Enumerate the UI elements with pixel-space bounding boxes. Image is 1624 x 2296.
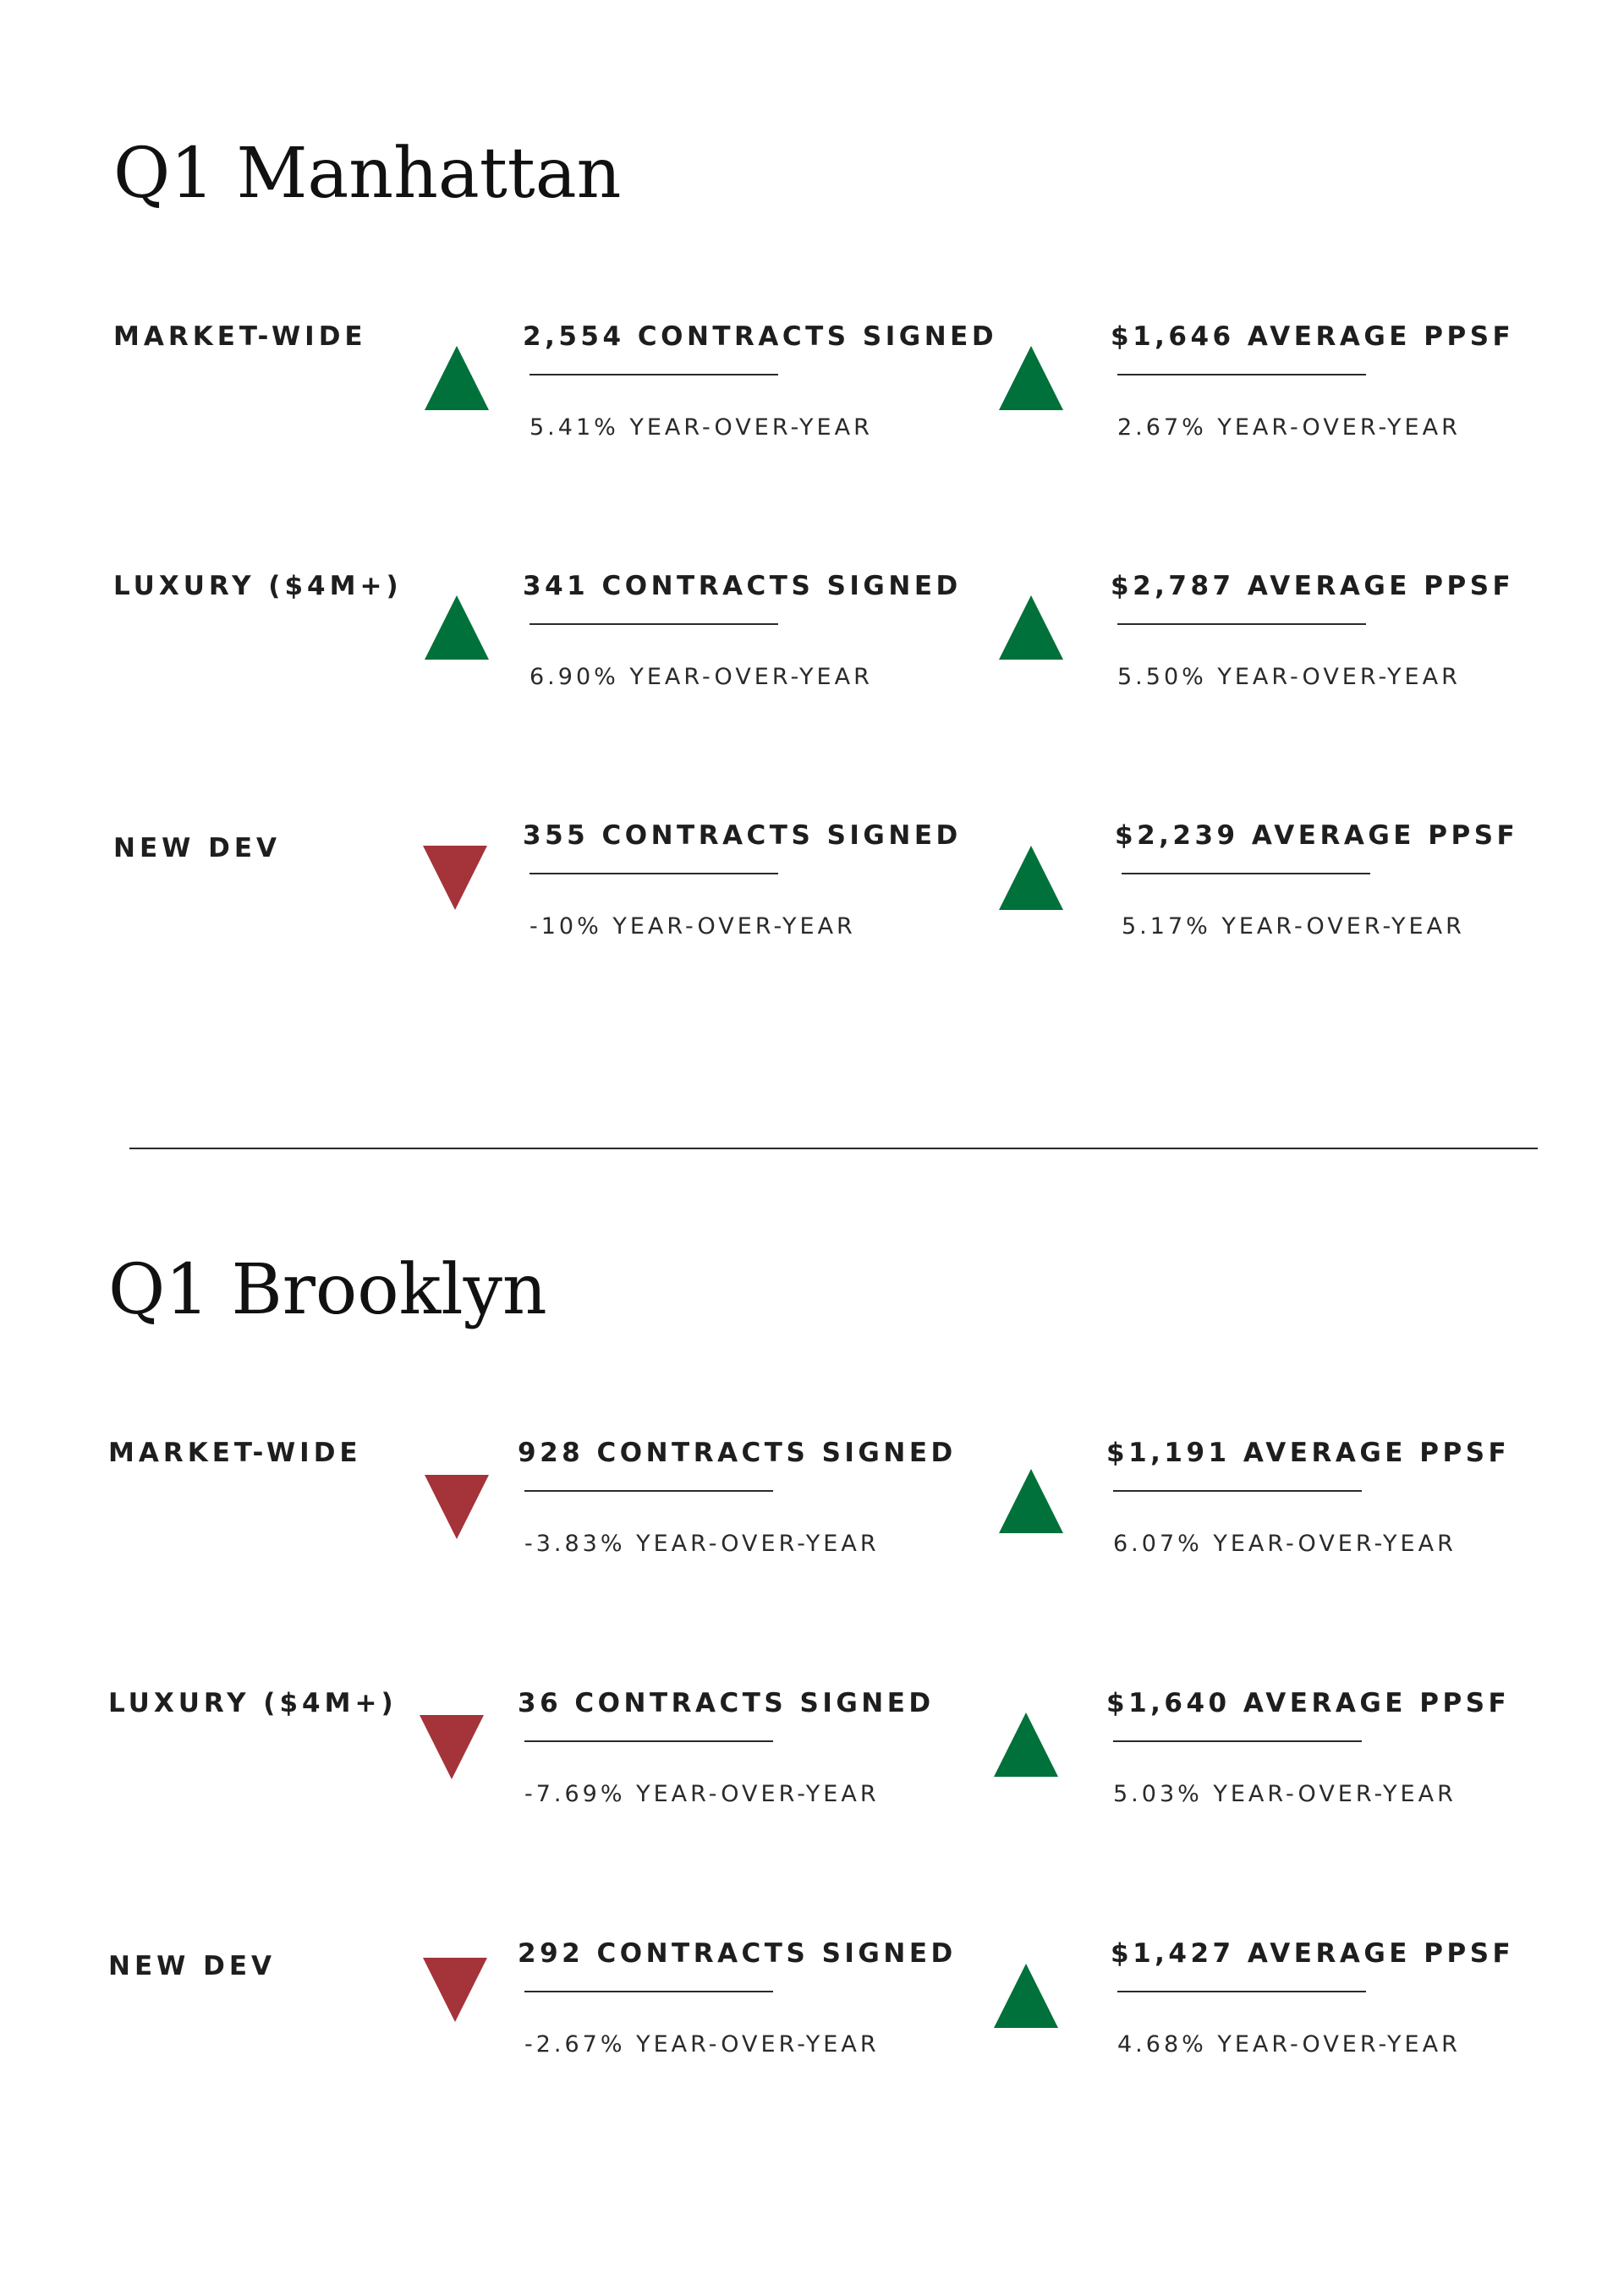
- triangle-down-icon: [423, 1958, 487, 2022]
- average-ppsf-label: $1,191 AVERAGE PPSF: [1106, 1438, 1511, 1468]
- category-label: MARKET-WIDE: [113, 321, 367, 352]
- contracts-signed-label: 292 CONTRACTS SIGNED: [518, 1938, 957, 1969]
- category-label: NEW DEV: [108, 1951, 277, 1981]
- average-ppsf-label: $1,646 AVERAGE PPSF: [1111, 321, 1515, 352]
- triangle-up-icon: [999, 346, 1063, 410]
- contracts-signed-label: 2,554 CONTRACTS SIGNED: [523, 321, 998, 352]
- average-ppsf-label: $1,427 AVERAGE PPSF: [1111, 1938, 1515, 1969]
- contracts-signed-label: 928 CONTRACTS SIGNED: [518, 1438, 957, 1468]
- ppsf-yoy: 6.07% YEAR-OVER-YEAR: [1113, 1531, 1457, 1557]
- average-ppsf-label: $2,787 AVERAGE PPSF: [1111, 571, 1515, 601]
- triangle-up-icon: [994, 1712, 1058, 1777]
- category-label: MARKET-WIDE: [108, 1438, 362, 1468]
- triangle-down-icon: [425, 1475, 489, 1539]
- metric-rule: [529, 623, 778, 625]
- category-label: LUXURY ($4M+): [113, 571, 403, 601]
- contracts-signed-label: 355 CONTRACTS SIGNED: [523, 820, 962, 851]
- average-ppsf-label: $2,239 AVERAGE PPSF: [1115, 820, 1519, 851]
- triangle-up-icon: [425, 595, 489, 660]
- metric-rule: [1113, 1490, 1362, 1492]
- section-divider: [129, 1148, 1538, 1149]
- triangle-up-icon: [994, 1964, 1058, 2028]
- contracts-yoy: 6.90% YEAR-OVER-YEAR: [529, 664, 873, 690]
- triangle-up-icon: [999, 595, 1063, 660]
- contracts-yoy: -10% YEAR-OVER-YEAR: [529, 913, 856, 940]
- section-title-manhattan: Q1 Manhattan: [113, 134, 622, 214]
- category-label: LUXURY ($4M+): [108, 1688, 398, 1718]
- metric-rule: [1117, 374, 1366, 375]
- contracts-yoy: 5.41% YEAR-OVER-YEAR: [529, 414, 873, 441]
- contracts-signed-label: 341 CONTRACTS SIGNED: [523, 571, 962, 601]
- contracts-yoy: -7.69% YEAR-OVER-YEAR: [524, 1781, 880, 1807]
- average-ppsf-label: $1,640 AVERAGE PPSF: [1106, 1688, 1511, 1718]
- metric-rule: [1117, 1991, 1366, 1992]
- metric-rule: [529, 873, 778, 874]
- contracts-signed-label: 36 CONTRACTS SIGNED: [518, 1688, 935, 1718]
- metric-rule: [524, 1991, 773, 1992]
- ppsf-yoy: 5.03% YEAR-OVER-YEAR: [1113, 1781, 1457, 1807]
- contracts-yoy: -2.67% YEAR-OVER-YEAR: [524, 2031, 880, 2058]
- metric-rule: [529, 374, 778, 375]
- ppsf-yoy: 5.50% YEAR-OVER-YEAR: [1117, 664, 1461, 690]
- triangle-down-icon: [423, 846, 487, 910]
- section-title-brooklyn: Q1 Brooklyn: [108, 1250, 547, 1330]
- triangle-down-icon: [420, 1715, 484, 1779]
- metric-rule: [1117, 623, 1366, 625]
- category-label: NEW DEV: [113, 833, 282, 863]
- metric-rule: [524, 1490, 773, 1492]
- contracts-yoy: -3.83% YEAR-OVER-YEAR: [524, 1531, 880, 1557]
- triangle-up-icon: [999, 1469, 1063, 1533]
- ppsf-yoy: 2.67% YEAR-OVER-YEAR: [1117, 414, 1461, 441]
- ppsf-yoy: 5.17% YEAR-OVER-YEAR: [1122, 913, 1465, 940]
- metric-rule: [1113, 1740, 1362, 1742]
- metric-rule: [1122, 873, 1370, 874]
- ppsf-yoy: 4.68% YEAR-OVER-YEAR: [1117, 2031, 1461, 2058]
- triangle-up-icon: [999, 846, 1063, 910]
- triangle-up-icon: [425, 346, 489, 410]
- metric-rule: [524, 1740, 773, 1742]
